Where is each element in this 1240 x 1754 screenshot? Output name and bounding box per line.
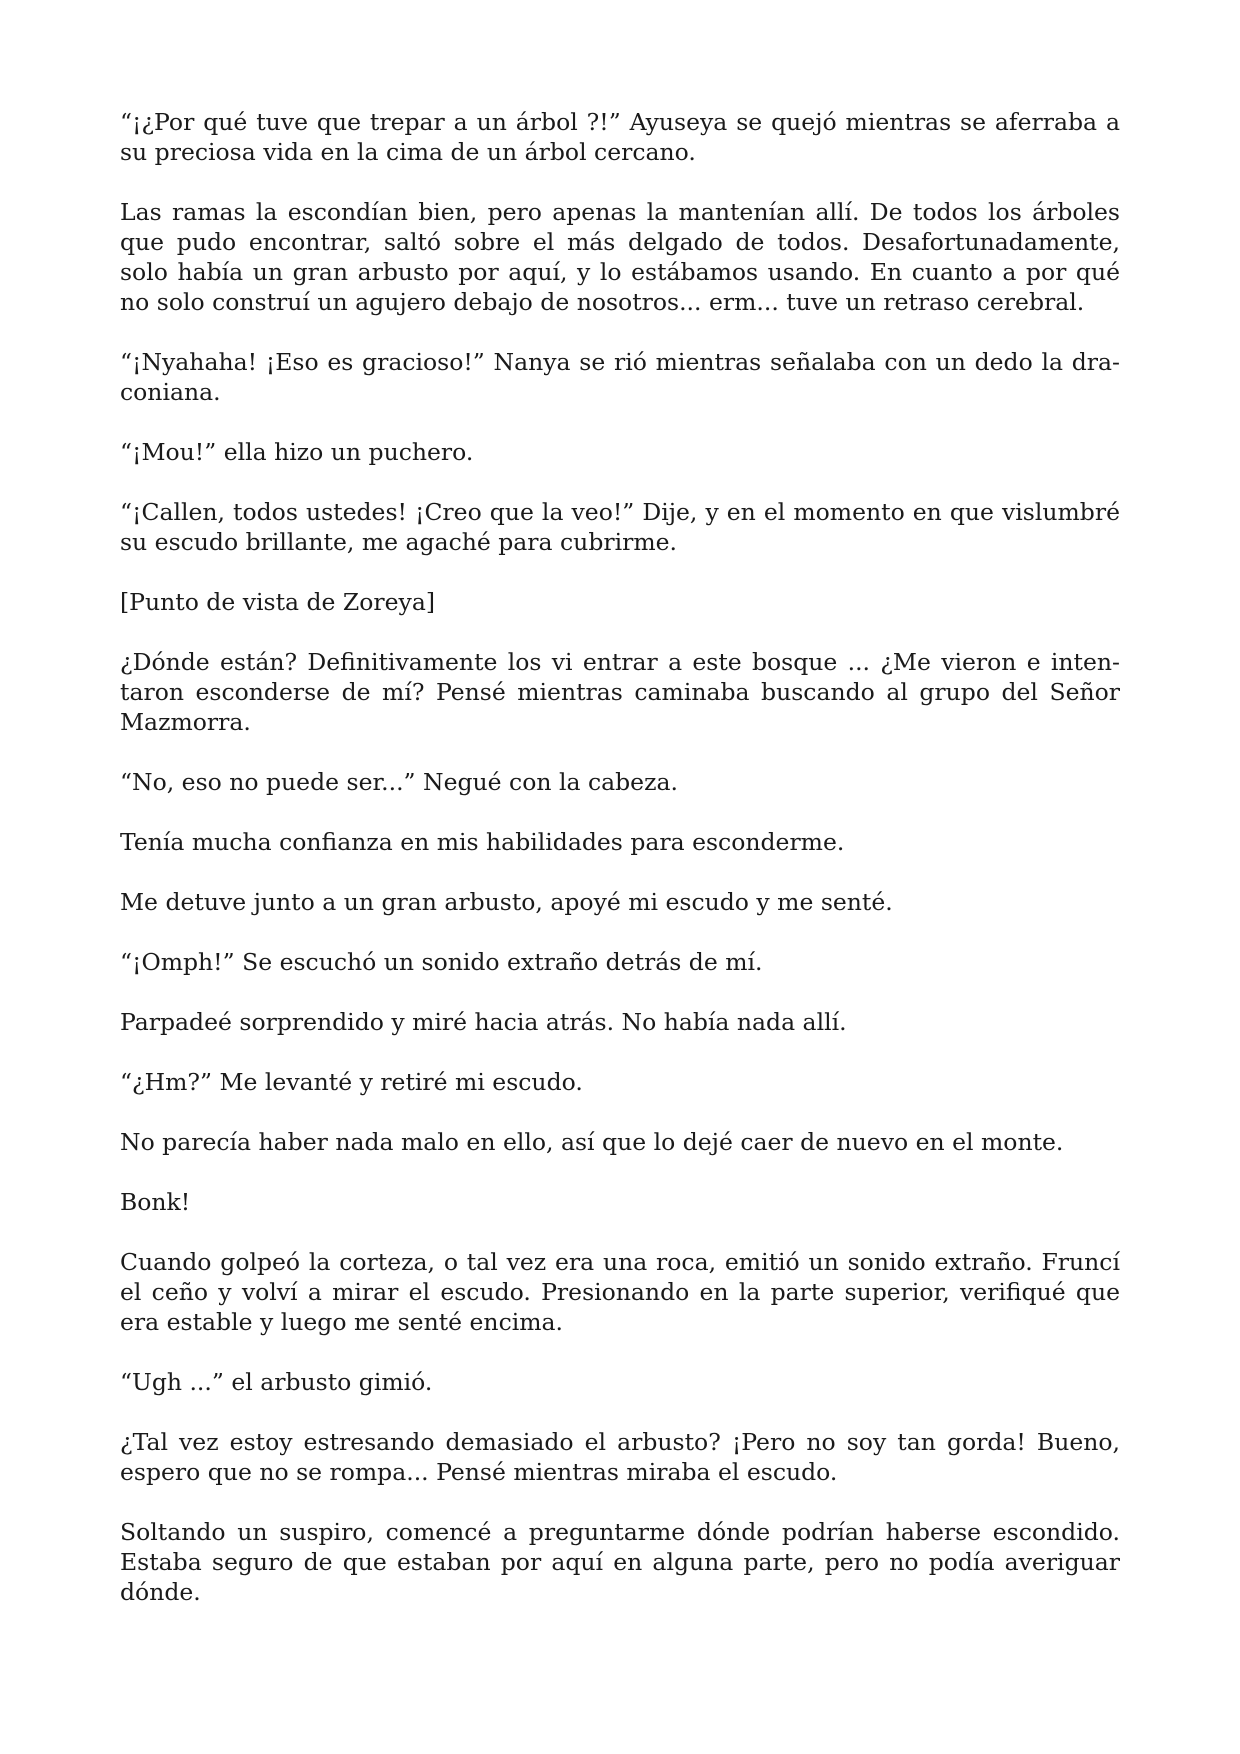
paragraph-2: Las ramas la escondían bien, pero apenas la mantenían allí. De todos los árboles que pudo encontrar, saltó sobre el más delgado de todos. Desafortunadamente, solo había un gran arbusto por aquí, y lo estábamos usando. En cuanto a por qué no solo construí un agujero debajo de nosotros... erm... tuve un retraso cerebral. (120, 198, 1120, 316)
paragraph-8: “No, eso no puede ser...” Negué con la cabeza. (120, 768, 678, 796)
paragraph-6: [Punto de vista de Zoreya] (120, 588, 436, 616)
paragraph-3: “¡Nyahaha! ¡Eso es gracioso!” Nanya se rió mientras señalaba con un dedo la draconiana. (120, 348, 1120, 406)
paragraph-14: No parecía haber nada malo en ello, así que lo dejé caer de nuevo en el monte. (120, 1128, 1064, 1156)
paragraph-13: “¿Hm?” Me levanté y retiré mi escudo. (120, 1068, 583, 1096)
paragraph-5: “¡Callen, todos ustedes! ¡Creo que la veo!” Dije, y en el momento en que vislumbré su escudo brillante, me agaché para cubrirme. (120, 498, 1120, 556)
paragraph-7: ¿Dónde están? Definitivamente los vi entrar a este bosque ... ¿Me vieron e intentaron esconderse de mí? Pensé mientras caminaba buscando al grupo del Señor Mazmorra. (120, 648, 1120, 736)
paragraph-12: Parpadeé sorprendido y miré hacia atrás. No había nada allí. (120, 1008, 847, 1036)
paragraph-10: Me detuve junto a un gran arbusto, apoyé mi escudo y me senté. (120, 888, 893, 916)
paragraph-11: “¡Omph!” Se escuchó un sonido extraño detrás de mí. (120, 948, 763, 976)
paragraph-9: Tenía mucha confianza en mis habilidades para esconderme. (120, 828, 845, 856)
paragraph-1: “¡¿Por qué tuve que trepar a un árbol ?!” Ayuseya se quejó mientras se aferraba a su preciosa vida en la cima de un árbol cercano. (120, 108, 1120, 166)
paragraph-16: Cuando golpeó la corteza, o tal vez era una roca, emitió un sonido extraño. Fruncí el ceño y volví a mirar el escudo. Presionando en la parte superior, verifiqué que era estable y luego me senté encima. (120, 1248, 1120, 1336)
paragraph-19: Soltando un suspiro, comencé a preguntarme dónde podrían haberse escondido. Estaba seguro de que estaban por aquí en alguna parte, pero no podía averiguar dónde. (120, 1518, 1120, 1606)
paragraph-15: Bonk! (120, 1188, 191, 1216)
paragraph-4: “¡Mou!” ella hizo un puchero. (120, 438, 474, 466)
paragraph-18: ¿Tal vez estoy estresando demasiado el arbusto? ¡Pero no soy tan gorda! Bueno, espero que no se rompa... Pensé mientras miraba el escudo. (120, 1428, 1120, 1486)
paragraph-17: “Ugh ...” el arbusto gimió. (120, 1368, 433, 1396)
